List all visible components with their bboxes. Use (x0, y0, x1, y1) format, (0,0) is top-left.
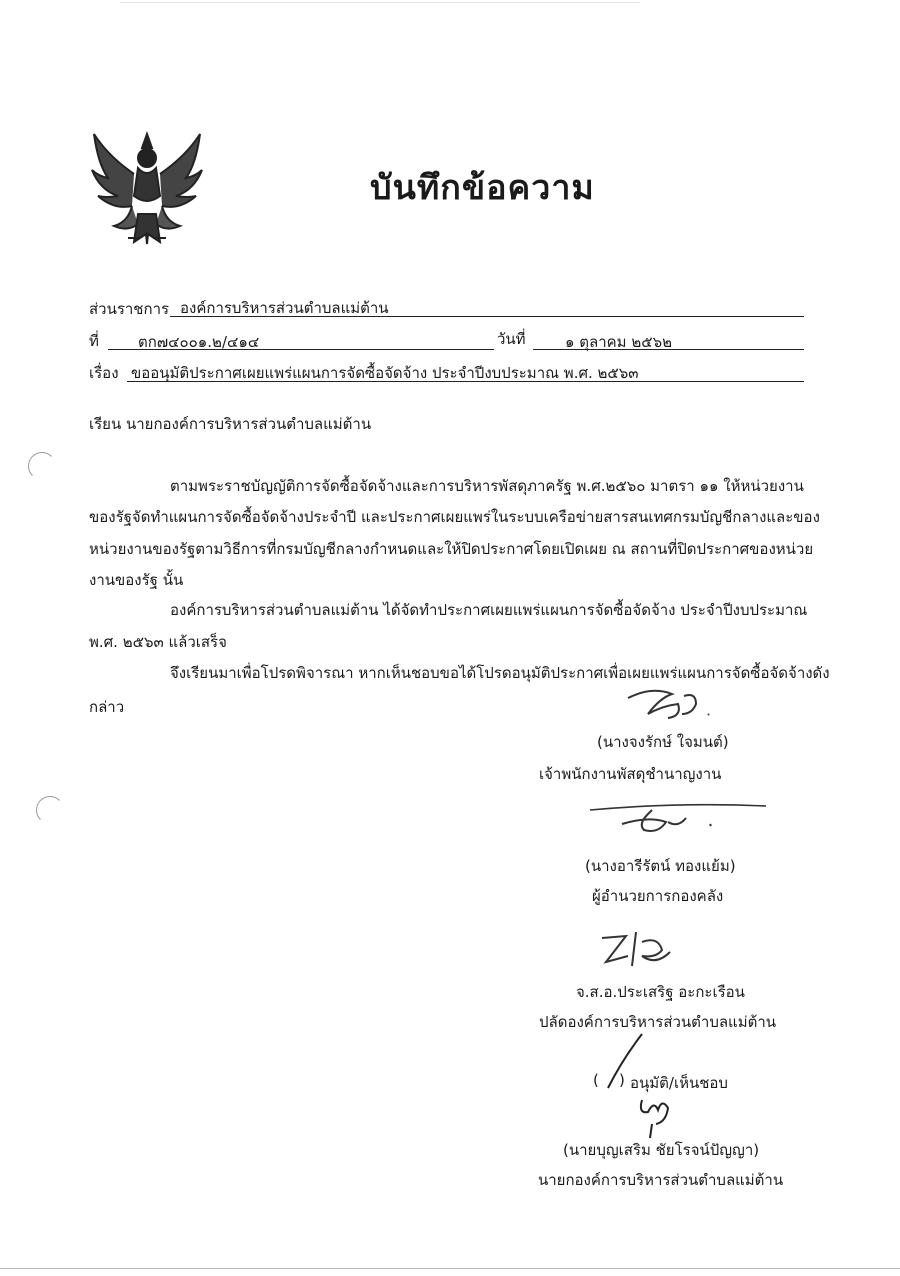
reference-underline (108, 349, 494, 350)
body-line: หน่วยงานของรัฐตามวิธีการที่กรมบัญชีกลางกำหนดและให้ปิดประกาศโดยเปิดเผย ณ สถานที่ปิดประกาศของหน่วย (89, 540, 814, 558)
subject-underline (127, 381, 804, 382)
reference-label: ที่ (89, 332, 99, 350)
signatory-position: ผู้อำนวยการกองคลัง (592, 887, 724, 905)
signatory-position: ปลัดองค์การบริหารส่วนตำบลแม่ต้าน (539, 1013, 777, 1031)
reference-value: ตก๗๔๐๐๑.๒/๔๑๔ (138, 333, 260, 351)
approver-position: นายกองค์การบริหารส่วนตำบลแม่ต้าน (538, 1171, 784, 1189)
signatory-name: (นางอารีรัตน์ ทองแย้ม) (585, 857, 736, 875)
signature-scribble-icon (622, 684, 722, 726)
punch-hole-mark (28, 452, 56, 480)
agency-underline (170, 316, 804, 317)
body-line: องค์การบริหารส่วนตำบลแม่ต้าน ได้จัดทำประกาศเผยแพร่แผนการจัดซื้อจัดจ้าง ประจำปีงบประมาณ (170, 601, 808, 619)
subject-label: เรื่อง (89, 364, 119, 382)
signature-scribble-icon (598, 926, 688, 972)
scan-edge-top (120, 2, 640, 3)
agency-label: ส่วนราชการ (89, 300, 170, 318)
body-line: จึงเรียนมาเพื่อโปรดพิจารณา หากเห็นชอบขอได้โปรดอนุมัติประกาศเพื่อเผยแพร่แผนการจัดซื้อจัดจ้างดัง (170, 664, 830, 682)
garuda-emblem-icon (88, 126, 206, 248)
date-value: ๑ ตุลาคม ๒๕๖๒ (565, 333, 672, 351)
subject-value: ขออนุมัติประกาศเผยแพร่แผนการจัดซื้อจัดจ้าง ประจำปีงบประมาณ พ.ศ. ๒๕๖๓ (131, 364, 639, 382)
body-line: พ.ศ. ๒๕๖๓ แล้วเสร็จ (89, 633, 227, 651)
body-line: กล่าว (89, 698, 125, 716)
memo-title: บันทึกข้อความ (370, 168, 595, 208)
salutation: เรียน นายกองค์การบริหารส่วนตำบลแม่ต้าน (89, 415, 372, 433)
approval-label: อนุมัติ/เห็นชอบ (630, 1074, 728, 1092)
signature-scribble-icon (588, 800, 768, 840)
approval-checkbox-close: ) (619, 1071, 625, 1089)
scan-edge-bottom (0, 1268, 900, 1269)
approver-name: (นายบุญเสริม ชัยโรจน์ปัญญา) (563, 1141, 760, 1159)
signatory-name: จ.ส.อ.ประเสริฐ อะกะเรือน (576, 983, 745, 1001)
body-line: ของรัฐจัดทำแผนการจัดซื้อจัดจ้างประจำปี และประกาศเผยแพร่ในระบบเครือข่ายสารสนเทศกรมบัญชีกลางและของ (89, 508, 820, 526)
signatory-name: (นางจงรักษ์ ใจมนต์) (597, 733, 729, 751)
date-label: วันที่ (497, 330, 526, 348)
body-line: งานของรัฐ นั้น (89, 571, 184, 589)
date-underline (533, 349, 804, 350)
punch-hole-mark (36, 796, 64, 824)
signatory-position: เจ้าพนักงานพัสดุชำนาญงาน (539, 765, 722, 783)
approval-checkbox-open: ( (593, 1071, 599, 1089)
signature-scribble-icon (636, 1094, 676, 1142)
body-line: ตามพระราชบัญญัติการจัดซื้อจัดจ้างและการบริหารพัสดุภาครัฐ พ.ศ.๒๕๖๐ มาตรา ๑๑ ให้หน่วยงาน (170, 477, 804, 495)
agency-value: องค์การบริหารส่วนตำบลแม่ต้าน (180, 299, 389, 317)
